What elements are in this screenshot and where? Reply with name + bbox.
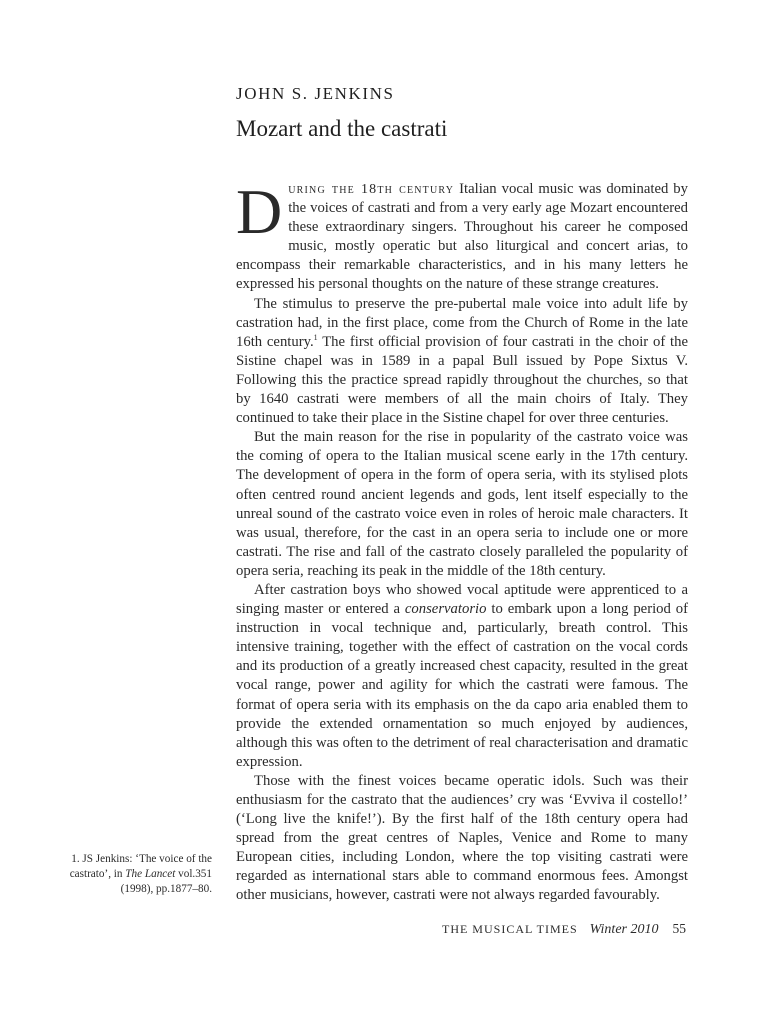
journal-name: THE MUSICAL TIMES xyxy=(441,922,578,936)
paragraph-2-text-b: The first official provision of four castrati in the choir of the Sistine chapel was in 1589 in a papal Bull issued by Pope Sixtus V. Following this the practice spread rapidly throughout the churches, so that by 1640 castrati were members of all the main choirs of Italy. They continued to take their place in the Sistine chapel for over three centuries. xyxy=(236,333,688,427)
paragraph-2 xyxy=(236,295,688,429)
paragraph-3: But the main reason for the rise in popularity of the castrato voice was the coming of opera to the Italian musical scene early in the 17th century. The development of opera in the form of opera seria, with its stylised plots often centred round ancient legends and gods, lent itself especially to the unreal sound of the castrato voice even in roles of heroic male characters. It was usual, therefore, for the cast in an opera seria to include one or more castrati. The rise and fall of the castrato closely paralleled the popularity of opera seria, reaching its peak in the middle of the 18th century. xyxy=(236,429,688,579)
article-body xyxy=(236,176,688,906)
paragraph-4 xyxy=(236,581,688,772)
paragraph-4-italic: conservatorio xyxy=(404,601,487,618)
author-name: JOHN S. JENKINS xyxy=(236,84,395,103)
footnote-text-b: vol.351 (1998), pp.1877–80. xyxy=(120,867,212,895)
running-footer xyxy=(442,921,686,938)
page-number: 55 xyxy=(672,921,686,936)
paragraph-4-text-a: After castration boys who showed vocal aptitude were apprenticed to a singing master or entered a xyxy=(236,581,688,618)
footnote-text-a: 1. JS Jenkins: ‘The voice of the castrato’, in xyxy=(69,853,212,880)
footnote-marker: 1 xyxy=(313,332,318,342)
paragraph-4-text-b: to embark upon a long period of instruction in vocal technique and, particularly, breath control. This intensive training, together with the effect of castration on the vocal cords and its production of a greatly increased chest capacity, resulted in the great vocal range, power and agility for which the castrati were famous. The format of opera seria with its emphasis on the da capo aria enabled them to provide the extended ornamentation so much enjoyed by audiences, although this was often to the detriment of real characterisation and dramatic expression. xyxy=(236,601,688,770)
paragraph-1-text: Italian vocal music was dominated by the voices of castrati and from a very early age Mozart encountered these extraordinary singers. Throughout his career he composed music, mostly operatic but also liturgical and concert arias, to encompass their remarkable characteristics, and in his many letters he expressed his personal thoughts on the nature of these strange creatures. xyxy=(236,181,688,293)
paragraph-2-text-a: The stimulus to preserve the pre-pubertal male voice into adult life by castration had, in the first place, come from the Church of Rome in the late 16th century. xyxy=(236,295,688,350)
paragraph-1 xyxy=(236,176,688,295)
issue-date: Winter 2010 xyxy=(589,922,659,937)
footnote xyxy=(52,852,212,896)
opening-small-caps: uring the 18th century xyxy=(288,182,455,197)
footnote-journal: The Lancet xyxy=(125,867,176,880)
paragraph-5: Those with the finest voices became operatic idols. Such was their enthusiasm for the castrato that the audiences’ cry was ‘Evviva il costello!’ (‘Long live the knife!’). By the first half of the 18th century opera had spread from the great centres of Naples, Venice and Rome to many European cities, including London, where the top visiting castrati were regarded as international stars able to command enormous fees. Amongst other musicians, however, castrati were not always regarded favourably. xyxy=(236,772,688,904)
drop-cap: D xyxy=(236,176,283,247)
article-title: Mozart and the castrati xyxy=(236,116,448,141)
